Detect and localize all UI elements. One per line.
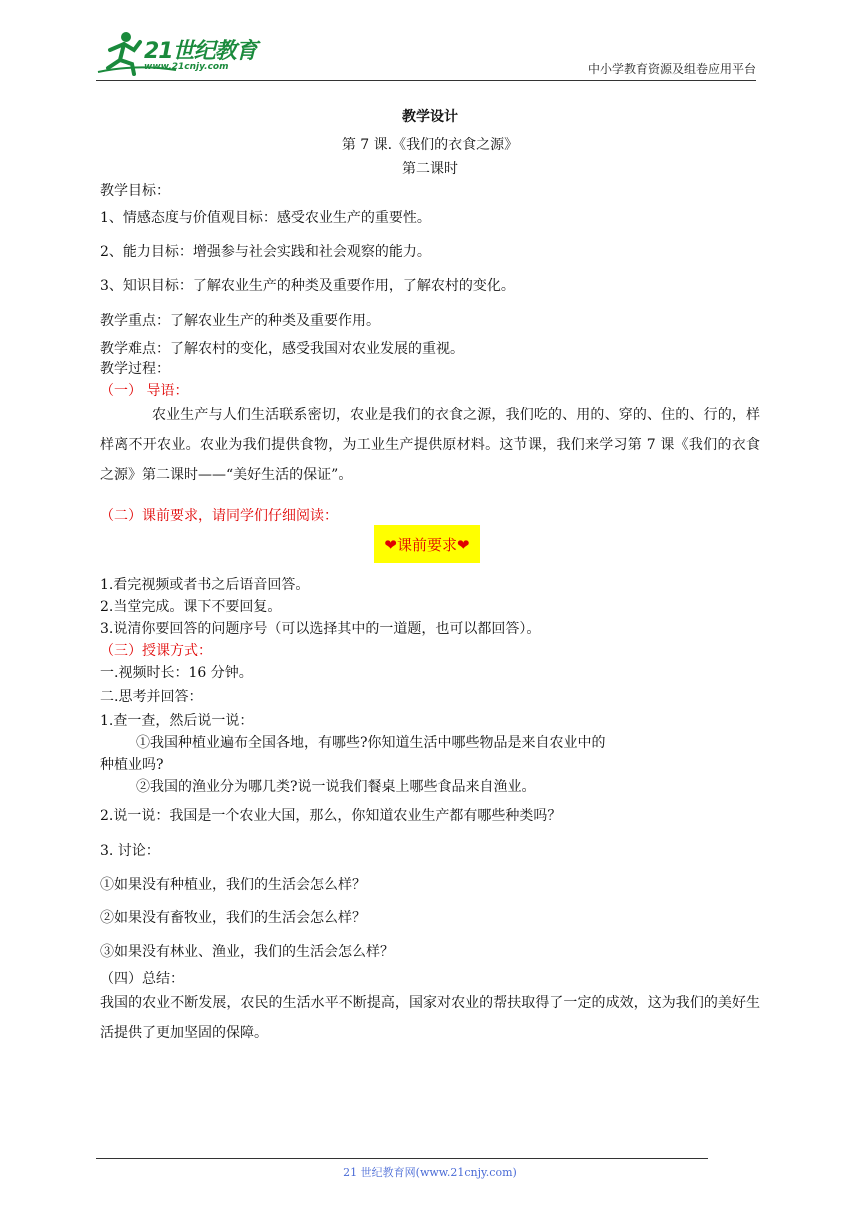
question-1a-line-1: ①我国种植业遍布全国各地，有哪些?你知道生活中哪些物品是来自农业中的 — [136, 735, 606, 751]
question-2: 2.说一说：我国是一个农业大国，那么，你知道农业生产都有哪些种类吗？ — [100, 808, 562, 824]
page-header — [96, 28, 756, 80]
section-3-heading: （三）授课方式： — [100, 643, 212, 659]
question-3: 3. 讨论： — [100, 843, 160, 859]
doc-subtitle-2: 第二课时 — [402, 161, 458, 177]
section-4-paragraph: 我国的农业不断发展，农民的生活水平不断提高，国家对农业的帮扶取得了一定的成效，这为我们的美好生活提供了更加坚固的保障。 — [100, 995, 760, 1041]
section-2-heading: （二）课前要求，请同学们仔细阅读： — [100, 508, 338, 524]
goal-1: 1、情感态度与价值观目标：感受农业生产的重要性。 — [100, 210, 431, 226]
requirement-2: 2.当堂完成。课下不要回复。 — [100, 599, 282, 615]
logo-text: 21世纪教育 — [144, 39, 257, 64]
question-1a-line-2: 种植业吗? — [100, 757, 164, 773]
question-1b: ②我国的渔业分为哪几类?说一说我们餐桌上哪些食品来自渔业。 — [136, 779, 536, 795]
process-label: 教学过程： — [100, 361, 170, 377]
goals-label: 教学目标： — [100, 183, 170, 199]
method-2: 二.思考并回答： — [100, 689, 203, 705]
section-1-paragraph: 农业生产与人们生活联系密切，农业是我们的衣食之源，我们吃的、用的、穿的、住的、行的，样样离不开农业。农业为我们提供食物，为工业生产提供原材料。这节课，我们来学习第 7 课《我们的衣食之源》第二课时——“美好生活的保证”。 — [100, 407, 760, 483]
discussion-1: ①如果没有种植业，我们的生活会怎么样？ — [100, 877, 366, 893]
discussion-3: ③如果没有林业、渔业，我们的生活会怎么样？ — [100, 944, 394, 960]
requirements-highlight: ❤课前要求❤ — [374, 525, 480, 563]
requirement-3: 3.说清你要回答的问题序号（可以选择其中的一道题，也可以都回答）。 — [100, 621, 541, 637]
discussion-2: ②如果没有畜牧业，我们的生活会怎么样？ — [100, 910, 366, 926]
difficult-point: 教学难点：了解农村的变化，感受我国对农业发展的重视。 — [100, 341, 464, 357]
doc-subtitle: 第 7 课.《我们的衣食之源》 — [341, 137, 519, 153]
goal-3: 3、知识目标：了解农业生产的种类及重要作用，了解农村的变化。 — [100, 278, 515, 294]
goal-2: 2、能力目标：增强参与社会实践和社会观察的能力。 — [100, 244, 431, 260]
section-1-heading: （一） 导语： — [100, 383, 189, 399]
key-point: 教学重点：了解农业生产的种类及重要作用。 — [100, 313, 380, 329]
question-1: 1.查一查，然后说一说： — [100, 713, 254, 729]
footer-text: 21 世纪教育网(www.21cnjy.com) — [343, 1166, 517, 1179]
footer-divider — [96, 1158, 708, 1159]
header-divider — [96, 80, 756, 81]
method-1: 一.视频时长：16 分钟。 — [100, 665, 253, 681]
header-platform-text: 中小学教育资源及组卷应用平台 — [587, 62, 756, 76]
requirement-1: 1.看完视频或者书之后语音回答。 — [100, 577, 310, 593]
section-4-heading: （四）总结： — [100, 971, 184, 987]
logo-url: www.21cnjy.com — [144, 62, 229, 72]
doc-title: 教学设计 — [402, 109, 458, 125]
